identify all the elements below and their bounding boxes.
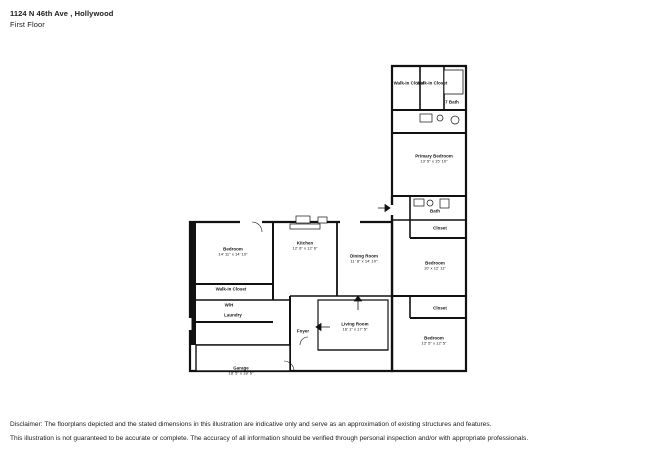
room-label — [216, 286, 247, 291]
room-name: Bedroom — [424, 335, 444, 341]
room-name: Dining Room — [350, 253, 378, 259]
room-dimensions: 14' 11" x 14' 10" — [218, 252, 248, 257]
room-name: Closet — [433, 225, 447, 231]
room-name: Walk-In Closet — [393, 80, 425, 86]
room-label — [341, 322, 368, 333]
room-label — [417, 80, 448, 85]
room-name: Foyer — [296, 328, 310, 334]
room-name: Walk-In Closet — [416, 80, 448, 86]
room-name: Kitchen — [296, 240, 314, 246]
room-label — [297, 328, 309, 333]
room-label — [293, 241, 318, 252]
room-dimensions: 13' 5" x 15' 10" — [420, 159, 448, 164]
room-name: Bedroom — [223, 246, 243, 252]
room-name: W/H — [224, 302, 234, 308]
room-dimensions: 16' 1" x 17' 5" — [342, 327, 368, 332]
room-label — [225, 302, 234, 307]
room-label — [229, 366, 254, 377]
room-label — [433, 305, 447, 310]
room-label — [415, 154, 453, 165]
room-dimensions: 18' 5" x 18' 6" — [228, 371, 254, 376]
room-name: Closet — [433, 305, 447, 311]
room-name: Living Room — [341, 321, 369, 327]
room-name: 7 Bath — [445, 99, 459, 105]
room-label — [350, 254, 378, 265]
room-name: Bath — [430, 208, 440, 214]
room-label — [224, 312, 242, 317]
disclaimer-line-2: This illustration is not guaranteed to be accurate or complete. The accuracy of all information should be verified through personal inspection and/or with appropriate professionals. — [10, 435, 529, 442]
disclaimer — [10, 420, 630, 448]
property-address: 1124 N 46th Ave , Hollywood — [10, 9, 114, 18]
room-label — [218, 247, 247, 258]
floorplan-walls — [190, 66, 466, 371]
disclaimer-line-1: Disclaimer: The floorplans depicted and the stated dimensions in this illustration are indicative only and serve as an approximation of existing structures and features. — [10, 421, 492, 428]
room-dimensions: 12' 5" x 12' 5" — [421, 341, 447, 346]
room-name: Garage — [233, 365, 249, 371]
room-name: Primary Bedroom — [415, 153, 453, 159]
room-name: Laundry — [224, 312, 242, 318]
room-label — [422, 336, 447, 347]
room-label — [433, 225, 447, 230]
room-dimensions: 11' 8" x 14' 10" — [350, 259, 378, 264]
room-dimensions: 12' 6" x 12' 6" — [292, 246, 318, 251]
room-label — [445, 99, 459, 104]
floor-label: First Floor — [10, 20, 45, 29]
room-dimensions: 10' x 12' 11" — [424, 266, 446, 271]
room-name: Walk-In Closet — [215, 286, 247, 292]
room-name: Bedroom — [425, 260, 445, 266]
room-label — [430, 208, 440, 213]
room-label — [424, 261, 446, 272]
